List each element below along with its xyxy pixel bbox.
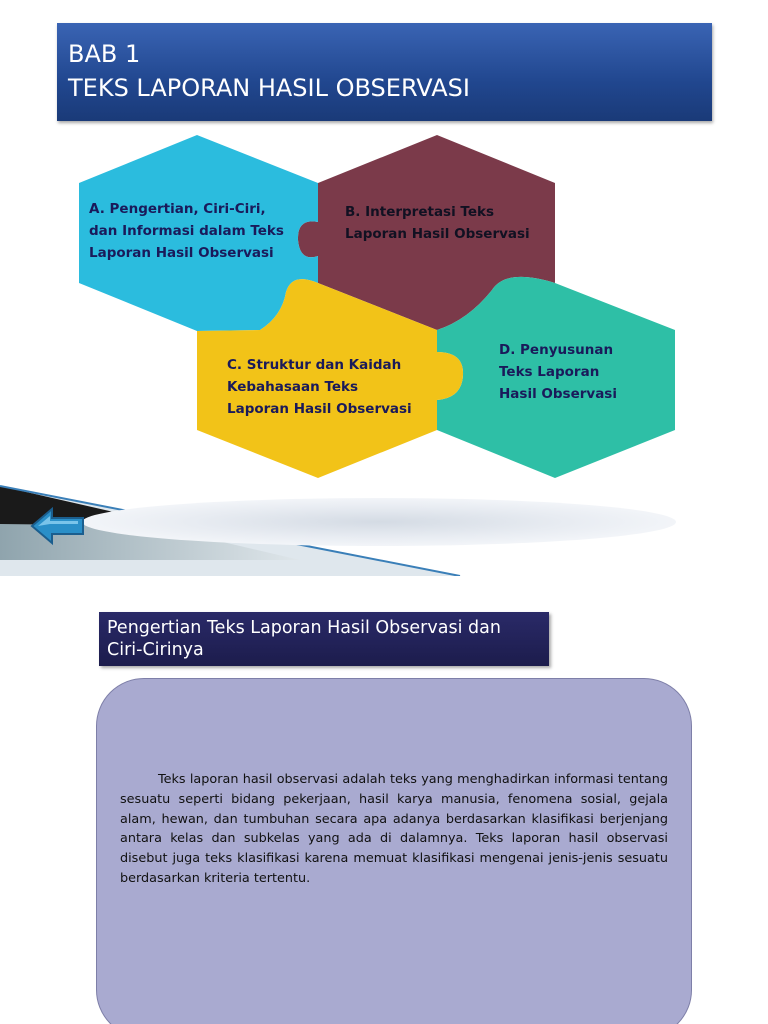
piece-b-label xyxy=(345,201,530,245)
piece-c-label xyxy=(227,354,412,420)
section-header-line1: Pengertian Teks Laporan Hasil Observasi dan xyxy=(107,618,501,638)
section-header-line2: Ciri-Cirinya xyxy=(107,640,204,660)
piece-c-line1: C. Struktur dan Kaidah xyxy=(227,357,402,373)
chapter-title: BAB 1 xyxy=(68,40,141,68)
piece-a-line3: Laporan Hasil Observasi xyxy=(89,245,274,261)
section-header xyxy=(99,612,549,666)
decorative-bar xyxy=(82,498,676,546)
piece-a-line1: A. Pengertian, Ciri-Ciri, xyxy=(89,201,266,217)
chapter-subtitle: TEKS LAPORAN HASIL OBSERVASI xyxy=(68,74,470,102)
piece-c-line3: Laporan Hasil Observasi xyxy=(227,401,412,417)
piece-c-line2: Kebahasaan Teks xyxy=(227,379,359,395)
definition-paragraph: Teks laporan hasil observasi adalah teks yang menghadirkan informasi tentang sesuatu seperti bidang pekerjaan, hasil karya manusia, fenomena sosial, gejala alam, hewan, dan tumbuhan secara apa adanya berdasarkan klasifikasi berjenjang antara kelas dan subkelas yang ada di dalamnya. Teks laporan hasil observasi disebut juga teks klasifikasi karena memuat klasifikasi mengenai jenis-jenis sesuatu berdasarkan kriteria tertentu. xyxy=(120,772,668,886)
left-arrow-icon[interactable] xyxy=(30,506,86,546)
piece-d-line2: Teks Laporan xyxy=(499,364,600,380)
piece-a-line2: dan Informasi dalam Teks xyxy=(89,223,284,239)
piece-a-label xyxy=(89,198,284,264)
piece-d-line1: D. Penyusunan xyxy=(499,342,614,358)
slide-2 xyxy=(0,590,768,1024)
piece-d-label xyxy=(499,339,617,405)
piece-b-line1: B. Interpretasi Teks xyxy=(345,204,495,220)
piece-d-line3: Hasil Observasi xyxy=(499,386,617,402)
piece-b-line2: Laporan Hasil Observasi xyxy=(345,226,530,242)
